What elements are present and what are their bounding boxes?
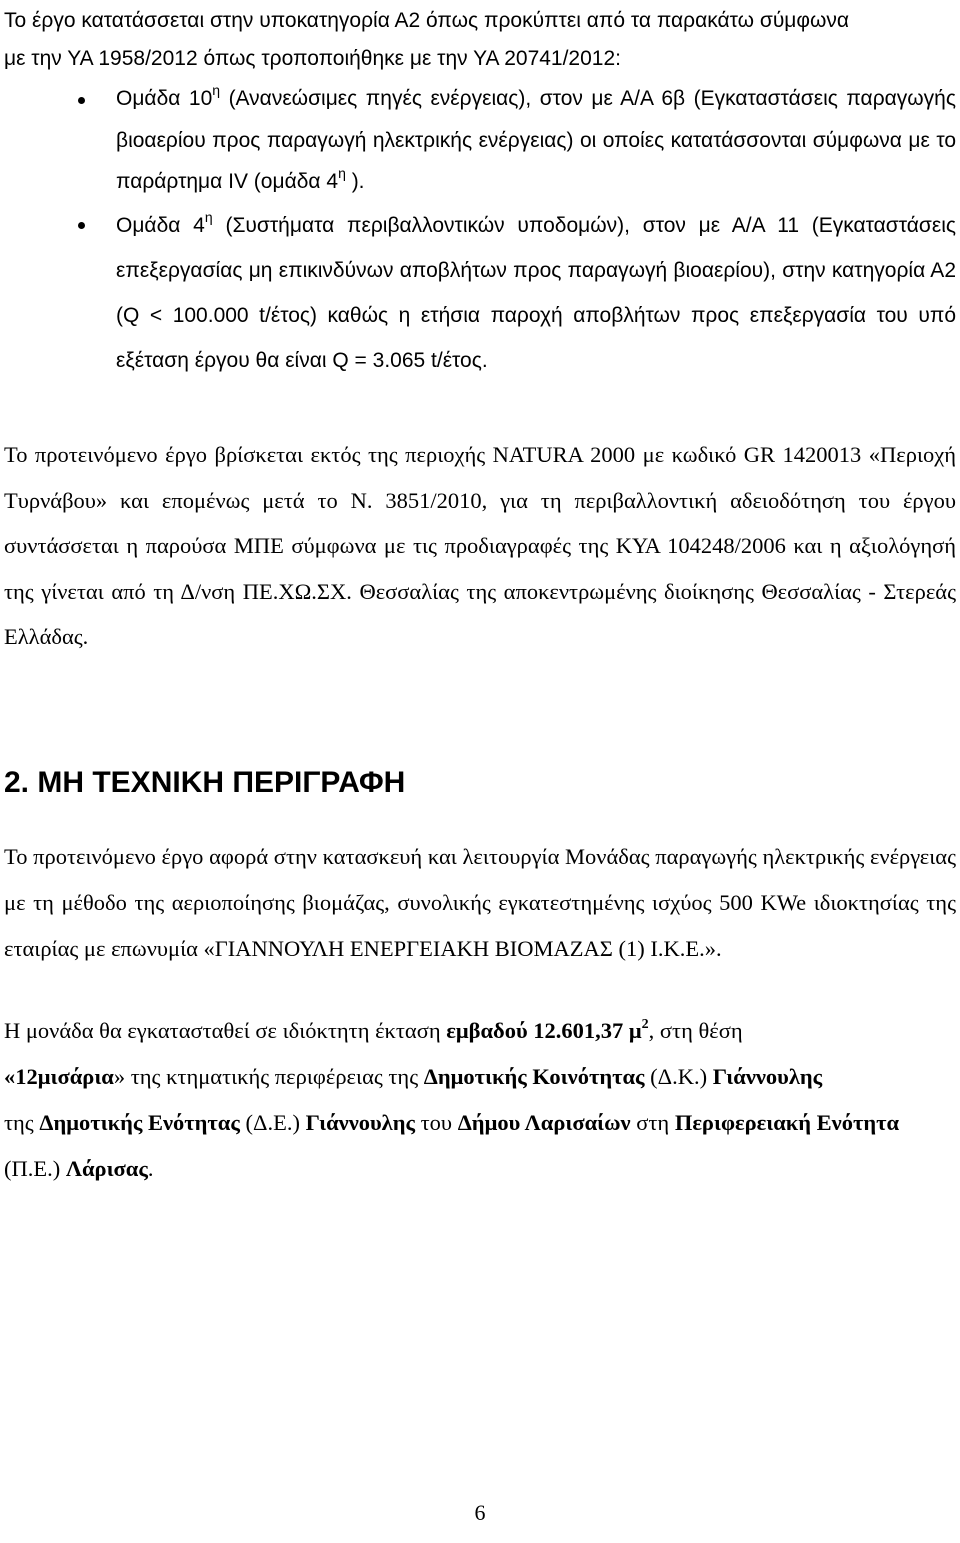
list-item — [0, 78, 956, 203]
location-name: «12μισάρια — [4, 1064, 114, 1089]
intro-paragraph — [4, 2, 956, 78]
site-text: της — [4, 1110, 40, 1135]
municipal-unit-label: Δημοτικής Ενότητας — [39, 1110, 240, 1135]
site-text: του — [415, 1110, 458, 1135]
group-superscript: η — [338, 165, 346, 181]
section-heading: 2. ΜΗ ΤΕΧΝΙΚΗ ΠΕΡΙΓΡΑΦΗ — [4, 766, 406, 799]
region-name: Λάρισας — [65, 1156, 148, 1181]
list-item-text: (Ανανεώσιμες πηγές ενέργειας), στον με Α/Α 6β (Εγκαταστάσεις παραγωγής βιοαερίου προς παραγωγή ηλεκτρικής ενέργειας) οι οποίες κατατάσσονται σύμφωνα με το παράρτημα IV (ομάδα 4 — [116, 87, 956, 193]
site-text: στη — [630, 1110, 675, 1135]
site-paragraph — [4, 1008, 956, 1192]
natura-paragraph: Το προτεινόμενο έργο βρίσκεται εκτός της περιοχής NATURA 2000 με κωδικό GR 1420013 «Περιοχή Τυρνάβου» και επομένως μετά το Ν. 3851/2010, για τη περιβαλλοντική αδειοδότηση του έργου συντάσσεται η παρούσα ΜΠΕ σύμφωνα με τις προδιαγραφές της ΚΥΑ 104248/2006 και η αξιολόγησή της γίνεται από τη Δ/νση ΠΕ.ΧΩ.ΣΧ. Θεσσαλίας της αποκεντρωμένης διοίκησης Θεσσαλίας - Στερεάς Ελλάδας. — [4, 442, 956, 649]
region-label: Περιφερειακή Ενότητα — [674, 1110, 900, 1135]
group-label: Ομάδα 10 — [116, 87, 213, 110]
list-item-tail: ). — [345, 170, 365, 193]
community-name: Γιάννουλης — [712, 1064, 823, 1089]
municipality-name: Δήμου Λαρισαίων — [457, 1110, 631, 1135]
group-superscript: η — [212, 82, 221, 98]
site-text: (Δ.Κ.) — [644, 1064, 713, 1089]
site-text: (Π.Ε.) — [4, 1156, 66, 1181]
group-label: Ομάδα 4 — [116, 213, 205, 237]
bullet-icon — [78, 97, 85, 104]
site-text: . — [147, 1156, 154, 1181]
community-label: Δημοτικής Κοινότητας — [423, 1064, 645, 1089]
area-value: εμβαδού 12.601,37 μ — [446, 1018, 642, 1043]
intro-line-1: Το έργο κατατάσσεται στην υποκατηγορία Α2 όπως προκύπτει από τα παρακάτω σύμφωνα — [4, 9, 850, 32]
site-text: , στη θέση — [648, 1018, 743, 1043]
group-superscript: η — [204, 208, 213, 225]
list-item-text: (Συστήματα περιβαλλοντικών υποδομών), στον με Α/Α 11 (Εγκαταστάσεις επεξεργασίας μη επικινδύνων αποβλήτων προς παραγωγή βιοαερίου), στην κατηγορία Α2 (Q < 100.000 t/έτος) καθώς η ετήσια παροχή αποβλήτων προς επεξεργασία του υπό εξέταση έργου θα είναι Q = 3.065 t/έτος. — [116, 213, 957, 372]
site-text: Η μονάδα θα εγκατασταθεί σε ιδιόκτητη έκταση — [4, 1018, 447, 1043]
bullet-icon — [78, 222, 85, 229]
category-list — [0, 78, 956, 383]
intro-line-2: με την ΥΑ 1958/2012 όπως τροποποιήθηκε με την ΥΑ 20741/2012: — [4, 47, 621, 70]
site-text: (Δ.Ε.) — [239, 1110, 306, 1135]
municipal-unit-name: Γιάννουλης — [305, 1110, 415, 1135]
area-superscript: 2 — [641, 1016, 649, 1032]
list-item — [0, 203, 956, 383]
page-number: 6 — [474, 1500, 486, 1525]
description-paragraph: Το προτεινόμενο έργο αφορά στην κατασκευή και λειτουργία Μονάδας παραγωγής ηλεκτρικής ενέργειας με τη μέθοδο της αεριοποίησης βιομάζας, συνολικής εγκατεστημένης ισχύος 500 KWe ιδιοκτησίας της εταιρίας με επωνυμία «ΓΙΑΝΝΟΥΛΗ ΕΝΕΡΓΕΙΑΚΗ ΒΙΟΜΑΖΑΣ (1) Ι.Κ.Ε.». — [4, 844, 956, 961]
site-text: » της κτηματικής περιφέρειας της — [113, 1064, 424, 1089]
